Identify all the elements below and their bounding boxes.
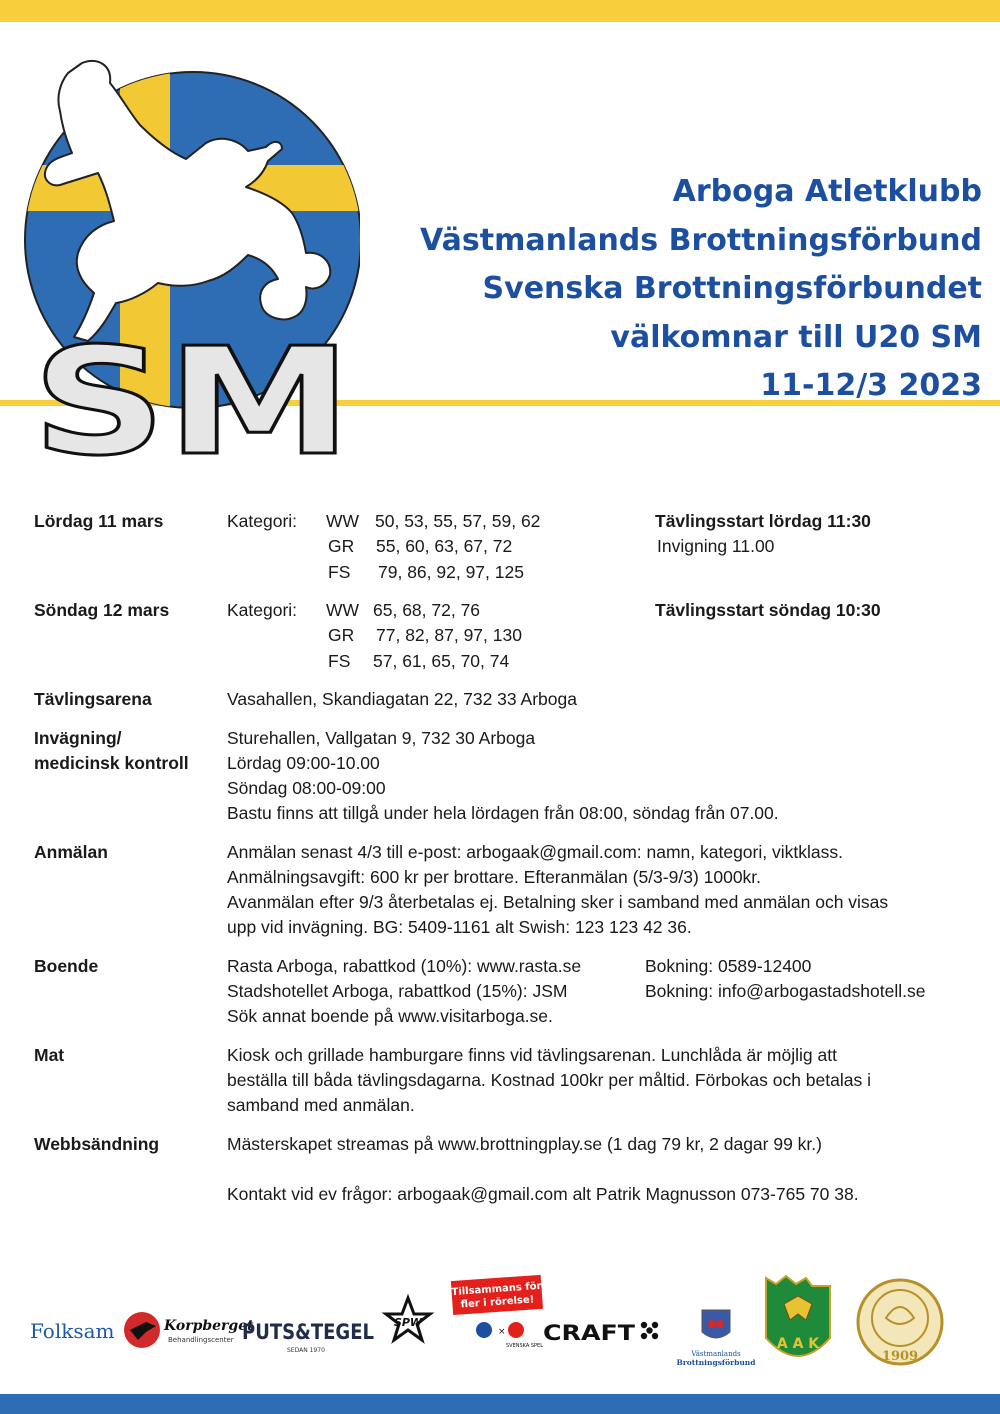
saturday-weights-fs: 79, 86, 92, 97, 125 bbox=[378, 562, 524, 582]
sunday-weights-fs: 57, 61, 65, 70, 74 bbox=[373, 651, 510, 671]
lodging-rasta: Rasta Arboga, rabattkod (10%): www.rasta.se bbox=[227, 956, 582, 976]
top-yellow-bar bbox=[0, 0, 1000, 22]
korpberget-subtitle: Behandlingscenter bbox=[168, 1336, 234, 1344]
craft-logo bbox=[543, 1321, 658, 1345]
contact-text: Kontakt vid ev frågor: arbogaak@gmail.com alt Patrik Magnusson 073-765 70 38. bbox=[227, 1184, 859, 1204]
sunday-style-ww: WW bbox=[326, 600, 360, 620]
registration-line-2: Anmälningsavgift: 600 kr per brottare. Efteranmälan (5/3-9/3) 1000kr. bbox=[227, 867, 762, 887]
vbf-line-1: Västmanlands bbox=[691, 1350, 741, 1358]
stream-label: Webbsändning bbox=[34, 1134, 160, 1154]
sunday-weights-ww: 65, 68, 72, 76 bbox=[373, 600, 481, 620]
club-seal-1909-logo bbox=[858, 1280, 942, 1364]
puts-tegel-name: PUTS&TEGEL bbox=[242, 1320, 374, 1344]
lodging-rasta-booking: Bokning: 0589-12400 bbox=[645, 956, 812, 976]
headline-line-3: Svenska Brottningsförbundet bbox=[482, 271, 982, 306]
svenska-spel-icon bbox=[508, 1322, 524, 1338]
bottom-blue-bar bbox=[0, 1394, 1000, 1414]
svenska-spel-name: SVENSKA SPEL bbox=[506, 1343, 544, 1349]
sm-emblem-logo bbox=[20, 55, 360, 465]
aak-letters: A A K bbox=[776, 1336, 820, 1352]
puts-tegel-logo bbox=[242, 1320, 374, 1354]
puts-tegel-subtitle: SEDAN 1970 bbox=[287, 1347, 325, 1354]
sponsor-logos bbox=[0, 1270, 1000, 1380]
saturday-style-fs: FS bbox=[328, 562, 351, 582]
saturday-label: Lördag 11 mars bbox=[34, 511, 164, 531]
event-headline bbox=[420, 168, 982, 411]
arena-address: Vasahallen, Skandiagatan 22, 732 33 Arboga bbox=[227, 689, 577, 709]
saturday-opening: Invigning 11.00 bbox=[657, 536, 775, 556]
lodging-other: Sök annat boende på www.visitarboga.se. bbox=[227, 1006, 553, 1026]
saturday-weights-ww: 50, 53, 55, 57, 59, 62 bbox=[375, 511, 541, 531]
registration-line-3: Avanmälan efter 9/3 återbetalas ej. Betalning sker i samband med anmälan och visas bbox=[227, 892, 889, 912]
sunday-start-time: Tävlingsstart söndag 10:30 bbox=[655, 600, 881, 620]
spw-logo bbox=[386, 1298, 430, 1340]
sunday-weights-gr: 77, 82, 87, 97, 130 bbox=[376, 625, 522, 645]
food-line-1: Kiosk och grillade hamburgare finns vid tävlingsarenan. Lunchlåda är möjlig att bbox=[227, 1045, 837, 1065]
weighin-line-3: Söndag 08:00-09:00 bbox=[227, 778, 386, 798]
food-label: Mat bbox=[34, 1045, 65, 1065]
headline-line-4: välkomnar till U20 SM bbox=[610, 319, 982, 355]
saturday-start-time: Tävlingsstart lördag 11:30 bbox=[655, 511, 871, 531]
saturday-kategori-label: Kategori: bbox=[227, 511, 298, 531]
tillsammans-x: × bbox=[498, 1327, 506, 1337]
weighin-label-line-2: medicinsk kontroll bbox=[34, 753, 189, 773]
weighin-line-4: Bastu finns att tillgå under hela lördagen från 08:00, söndag från 07.00. bbox=[227, 803, 779, 823]
folksam-logo: Folksam bbox=[30, 1319, 115, 1343]
tillsammans-line-1: Tillsammans för bbox=[451, 1280, 542, 1299]
emblem-sm-letters: SM bbox=[32, 316, 352, 465]
seal-year: 1909 bbox=[881, 1349, 919, 1364]
saturday-style-gr: GR bbox=[328, 536, 355, 556]
tillsammans-logo bbox=[451, 1275, 543, 1349]
tillsammans-line-2: fler i rörelse! bbox=[460, 1294, 535, 1311]
weighin-label-line-1: Invägning/ bbox=[34, 728, 122, 748]
arena-label: Tävlingsarena bbox=[34, 689, 152, 709]
craft-name: CRAFT bbox=[543, 1321, 636, 1345]
saturday-weights-gr: 55, 60, 63, 67, 72 bbox=[376, 536, 513, 556]
riksidrottsforbundet-icon bbox=[476, 1322, 492, 1338]
sunday-kategori-label: Kategori: bbox=[227, 600, 298, 620]
lodging-stadshotellet: Stadshotellet Arboga, rabattkod (15%): JSM bbox=[227, 981, 568, 1001]
weighin-line-2: Lördag 09:00-10.00 bbox=[227, 753, 380, 773]
spw-name: SPW bbox=[393, 1316, 423, 1329]
korpberget-name: Korpberget bbox=[164, 1318, 254, 1334]
vastmanlands-brottningsforbund-logo bbox=[676, 1310, 756, 1367]
weighin-line-1: Sturehallen, Vallgatan 9, 732 30 Arboga bbox=[227, 728, 536, 748]
registration-label: Anmälan bbox=[34, 842, 108, 862]
registration-line-1: Anmälan senast 4/3 till e-post: arbogaak@gmail.com: namn, kategori, viktklass. bbox=[227, 842, 843, 862]
sunday-label: Söndag 12 mars bbox=[34, 600, 170, 620]
food-line-2: beställa till båda tävlingsdagarna. Kostnad 100kr per måltid. Förbokas och betalas i bbox=[227, 1070, 871, 1090]
korpberget-logo bbox=[124, 1312, 254, 1348]
stream-text: Mästerskapet streamas på www.brottningplay.se (1 dag 79 kr, 2 dagar 99 kr.) bbox=[227, 1134, 822, 1154]
sunday-style-fs: FS bbox=[328, 651, 351, 671]
saturday-style-ww: WW bbox=[326, 511, 360, 531]
headline-line-2: Västmanlands Brottningsförbund bbox=[420, 222, 982, 258]
food-line-3: samband med anmälan. bbox=[227, 1095, 415, 1115]
aak-shield-logo bbox=[766, 1276, 830, 1356]
vbf-line-2: Brottningsförbund bbox=[676, 1358, 756, 1367]
registration-line-4: upp vid invägning. BG: 5409-1161 alt Swish: 123 123 42 36. bbox=[227, 917, 692, 937]
headline-line-5: 11-12/3 2023 bbox=[760, 368, 982, 403]
lodging-stadshotellet-booking: Bokning: info@arbogastadshotell.se bbox=[645, 981, 926, 1001]
lodging-label: Boende bbox=[34, 956, 99, 976]
sunday-style-gr: GR bbox=[328, 625, 355, 645]
headline-line-1: Arboga Atletklubb bbox=[672, 174, 982, 209]
